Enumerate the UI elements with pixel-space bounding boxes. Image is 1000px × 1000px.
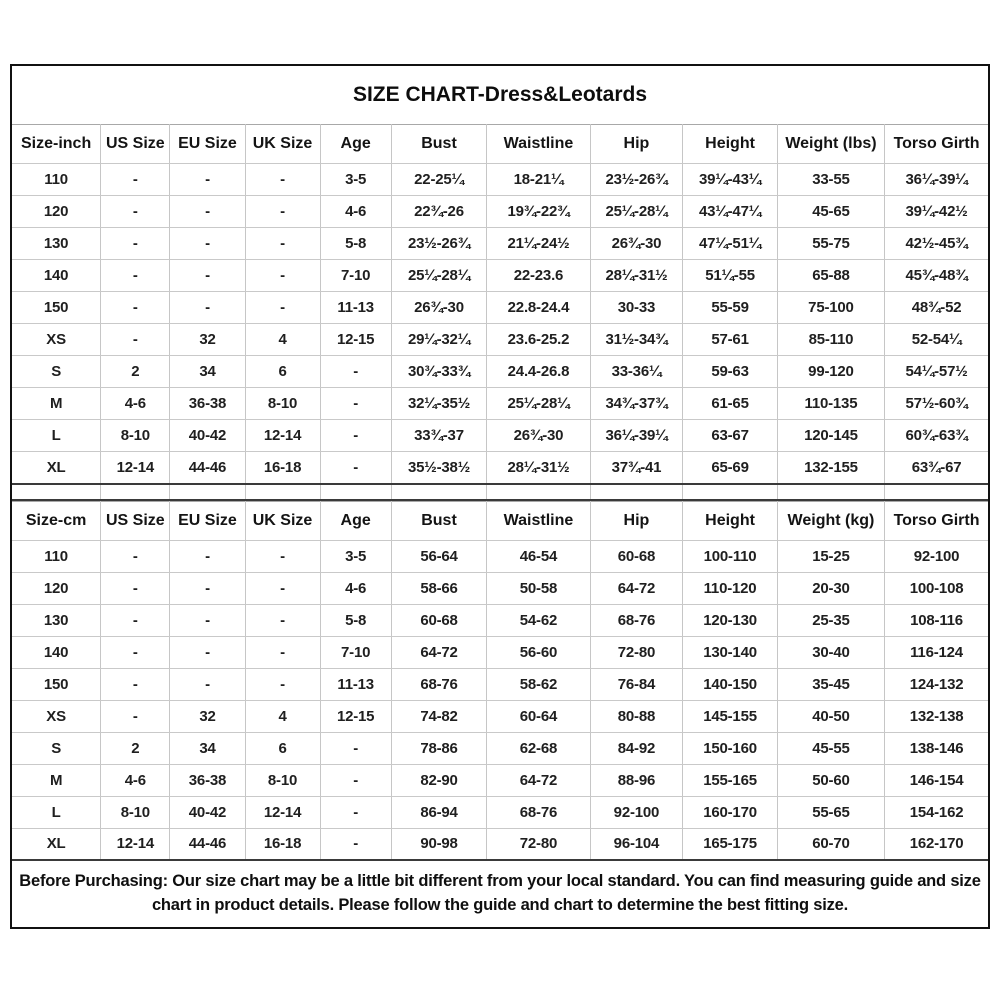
value-cell: 16-18 [245,828,320,860]
size-label-cell: 110 [12,164,101,196]
value-cell: 39¼-42½ [885,196,988,228]
value-cell: - [170,604,245,636]
value-cell: 92-100 [590,796,683,828]
value-cell: 63¾-67 [885,452,988,484]
size-label-cell: 120 [12,572,101,604]
column-header: EU Size [170,501,245,540]
table-row [12,764,988,796]
value-cell: 140-150 [683,668,778,700]
size-label-cell: XL [12,452,101,484]
value-cell: 90-98 [391,828,487,860]
value-cell: 150-160 [683,732,778,764]
value-cell: 18-21¼ [487,164,590,196]
value-cell: 37¾-41 [590,452,683,484]
column-header: Size-inch [12,125,101,164]
column-header: Bust [391,125,487,164]
value-cell: 33-55 [777,164,884,196]
value-cell: 16-18 [245,452,320,484]
value-cell: 43¼-47¼ [683,196,778,228]
table-divider [12,485,988,501]
value-cell: 8-10 [245,764,320,796]
column-header: UK Size [245,501,320,540]
table-row [12,260,988,292]
divider-cell [245,485,320,500]
size-label-cell: M [12,764,101,796]
table-row [12,292,988,324]
value-cell: 72-80 [487,828,590,860]
value-cell: 68-76 [590,604,683,636]
value-cell: - [170,292,245,324]
value-cell: 99-120 [777,356,884,388]
value-cell: 7-10 [320,260,391,292]
value-cell: 74-82 [391,700,487,732]
value-cell: - [245,260,320,292]
value-cell: 4-6 [320,196,391,228]
value-cell: - [101,700,170,732]
size-label-cell: M [12,388,101,420]
value-cell: 35-45 [777,668,884,700]
page-title: SIZE CHART-Dress&Leotards [352,83,648,106]
value-cell: 2 [101,356,170,388]
divider-cell [170,485,245,500]
size-label-cell: 110 [12,540,101,572]
value-cell: 138-146 [885,732,988,764]
table-row [12,388,988,420]
value-cell: - [245,292,320,324]
value-cell: 20-30 [777,572,884,604]
table-row [12,540,988,572]
value-cell: 46-54 [487,540,590,572]
value-cell: 85-110 [777,324,884,356]
divider-cell [885,485,988,500]
value-cell: 64-72 [590,572,683,604]
value-cell: 76-84 [590,668,683,700]
value-cell: 57½-60¾ [885,388,988,420]
value-cell: - [170,540,245,572]
value-cell: 28¼-31½ [487,452,590,484]
size-label-cell: 140 [12,636,101,668]
value-cell: 48¾-52 [885,292,988,324]
value-cell: 58-66 [391,572,487,604]
value-cell: 4-6 [101,764,170,796]
value-cell: 4-6 [101,388,170,420]
table-row [12,828,988,860]
value-cell: 32¼-35½ [391,388,487,420]
table-row [12,636,988,668]
size-label-cell: 150 [12,292,101,324]
footer-text: Before Purchasing: Our size chart may be a little bit different from your local standard. You can find measuring guide and size chart in product details. Please follow the guide and chart to determine the best fitting size. [19,872,981,914]
value-cell: 34 [170,356,245,388]
divider-cell [320,485,391,500]
value-cell: - [245,196,320,228]
value-cell: 28¼-31½ [590,260,683,292]
value-cell: 116-124 [885,636,988,668]
value-cell: 61-65 [683,388,778,420]
value-cell: 12-14 [101,452,170,484]
size-chart-sheet [10,64,990,929]
value-cell: 12-14 [245,420,320,452]
value-cell: - [245,540,320,572]
value-cell: 36-38 [170,764,245,796]
size-label-cell: 150 [12,668,101,700]
value-cell: 68-76 [391,668,487,700]
value-cell: - [245,604,320,636]
table-row [12,356,988,388]
value-cell: 124-132 [885,668,988,700]
value-cell: 26¾-30 [590,228,683,260]
table-row [12,700,988,732]
value-cell: 55-65 [777,796,884,828]
column-header: Hip [590,125,683,164]
value-cell: 63-67 [683,420,778,452]
value-cell: 36-38 [170,388,245,420]
value-cell: 8-10 [101,420,170,452]
value-cell: 84-92 [590,732,683,764]
value-cell: - [101,636,170,668]
value-cell: - [170,572,245,604]
value-cell: 4 [245,324,320,356]
value-cell: 30-40 [777,636,884,668]
value-cell: 22¾-26 [391,196,487,228]
value-cell: 146-154 [885,764,988,796]
value-cell: 96-104 [590,828,683,860]
column-header: Height [683,125,778,164]
value-cell: 22-25¼ [391,164,487,196]
value-cell: 6 [245,356,320,388]
value-cell: 100-108 [885,572,988,604]
value-cell: 155-165 [683,764,778,796]
value-cell: 59-63 [683,356,778,388]
value-cell: 32 [170,700,245,732]
column-header: Size-cm [12,501,101,540]
value-cell: 30-33 [590,292,683,324]
value-cell: 88-96 [590,764,683,796]
column-header: Waistline [487,125,590,164]
table-row [12,196,988,228]
value-cell: 54¼-57½ [885,356,988,388]
value-cell: 120-145 [777,420,884,452]
value-cell: 82-90 [391,764,487,796]
divider-cell [487,485,590,500]
value-cell: 31½-34¾ [590,324,683,356]
value-cell: 50-58 [487,572,590,604]
value-cell: 45¾-48¾ [885,260,988,292]
value-cell: 132-155 [777,452,884,484]
value-cell: - [320,356,391,388]
value-cell: - [101,228,170,260]
value-cell: - [320,796,391,828]
value-cell: 6 [245,732,320,764]
column-header: Bust [391,501,487,540]
value-cell: 29¼-32¼ [391,324,487,356]
value-cell: 64-72 [487,764,590,796]
value-cell: 60-64 [487,700,590,732]
value-cell: - [320,732,391,764]
table-row [12,604,988,636]
value-cell: - [170,668,245,700]
value-cell: - [101,164,170,196]
size-label-cell: 140 [12,260,101,292]
divider-cell [391,485,487,500]
value-cell: 64-72 [391,636,487,668]
table-row [12,228,988,260]
value-cell: 72-80 [590,636,683,668]
column-header: Hip [590,501,683,540]
value-cell: 2 [101,732,170,764]
value-cell: - [170,228,245,260]
value-cell: 108-116 [885,604,988,636]
column-header: EU Size [170,125,245,164]
value-cell: 3-5 [320,164,391,196]
value-cell: - [320,452,391,484]
value-cell: 8-10 [101,796,170,828]
value-cell: 23½-26¾ [590,164,683,196]
value-cell: - [101,668,170,700]
size-label-cell: 120 [12,196,101,228]
value-cell: 12-15 [320,324,391,356]
value-cell: 25-35 [777,604,884,636]
value-cell: 45-65 [777,196,884,228]
column-header: US Size [101,125,170,164]
value-cell: 44-46 [170,452,245,484]
column-header: Height [683,501,778,540]
size-label-cell: 130 [12,604,101,636]
value-cell: 25¼-28¼ [487,388,590,420]
header-row [12,501,988,540]
value-cell: 52-54¼ [885,324,988,356]
header-row [12,125,988,164]
value-cell: 145-155 [683,700,778,732]
divider-cell [590,485,683,500]
value-cell: - [170,260,245,292]
value-cell: 33-36¼ [590,356,683,388]
value-cell: - [101,572,170,604]
divider-cell [101,485,170,500]
value-cell: 25¼-28¼ [391,260,487,292]
value-cell: 78-86 [391,732,487,764]
value-cell: 25¼-28¼ [590,196,683,228]
table-row [12,796,988,828]
value-cell: 36¼-39¼ [590,420,683,452]
value-cell: 42½-45¾ [885,228,988,260]
value-cell: - [320,420,391,452]
value-cell: - [101,292,170,324]
value-cell: 54-62 [487,604,590,636]
column-header: Weight (lbs) [777,125,884,164]
value-cell: 132-138 [885,700,988,732]
value-cell: 12-15 [320,700,391,732]
value-cell: - [101,324,170,356]
divider-cell [12,485,101,500]
value-cell: - [320,764,391,796]
value-cell: 34¾-37¾ [590,388,683,420]
value-cell: 26¾-30 [391,292,487,324]
value-cell: - [101,260,170,292]
value-cell: - [245,668,320,700]
column-header: Age [320,125,391,164]
value-cell: 55-75 [777,228,884,260]
value-cell: 86-94 [391,796,487,828]
value-cell: 50-60 [777,764,884,796]
value-cell: 39¼-43¼ [683,164,778,196]
value-cell: - [320,828,391,860]
value-cell: 60¾-63¾ [885,420,988,452]
value-cell: 40-42 [170,420,245,452]
size-label-cell: S [12,732,101,764]
column-header: Age [320,501,391,540]
value-cell: 65-69 [683,452,778,484]
size-label-cell: S [12,356,101,388]
value-cell: 165-175 [683,828,778,860]
table-row [12,668,988,700]
value-cell: 21¼-24½ [487,228,590,260]
value-cell: 11-13 [320,668,391,700]
value-cell: 40-50 [777,700,884,732]
value-cell: 162-170 [885,828,988,860]
table-row [12,732,988,764]
value-cell: 32 [170,324,245,356]
size-label-cell: XS [12,700,101,732]
divider-row [12,485,988,500]
value-cell: - [101,196,170,228]
divider-cell [683,485,778,500]
value-cell: 12-14 [245,796,320,828]
table-row [12,452,988,484]
value-cell: 47¼-51¼ [683,228,778,260]
divider-cell [777,485,884,500]
value-cell: 7-10 [320,636,391,668]
value-cell: 68-76 [487,796,590,828]
value-cell: 110-120 [683,572,778,604]
value-cell: 57-61 [683,324,778,356]
value-cell: - [101,604,170,636]
table-row [12,324,988,356]
value-cell: 51¼-55 [683,260,778,292]
value-cell: 75-100 [777,292,884,324]
value-cell: 5-8 [320,228,391,260]
value-cell: 65-88 [777,260,884,292]
table-row [12,420,988,452]
footer-note [12,861,988,927]
column-header: UK Size [245,125,320,164]
value-cell: 4 [245,700,320,732]
value-cell: 5-8 [320,604,391,636]
value-cell: 56-64 [391,540,487,572]
value-cell: 22-23.6 [487,260,590,292]
value-cell: 44-46 [170,828,245,860]
value-cell: - [101,540,170,572]
value-cell: 23½-26¾ [391,228,487,260]
value-cell: 19¾-22¾ [487,196,590,228]
value-cell: 56-60 [487,636,590,668]
value-cell: - [245,164,320,196]
column-header: Torso Girth [885,125,988,164]
value-cell: 4-6 [320,572,391,604]
value-cell: 24.4-26.8 [487,356,590,388]
value-cell: 130-140 [683,636,778,668]
column-header: Waistline [487,501,590,540]
table-row [12,164,988,196]
value-cell: 120-130 [683,604,778,636]
value-cell: 45-55 [777,732,884,764]
value-cell: - [245,636,320,668]
value-cell: 60-68 [590,540,683,572]
value-cell: 62-68 [487,732,590,764]
value-cell: 55-59 [683,292,778,324]
value-cell: - [245,572,320,604]
value-cell: 30¾-33¾ [391,356,487,388]
title-bar [12,66,988,124]
value-cell: - [170,636,245,668]
size-label-cell: 130 [12,228,101,260]
column-header: Torso Girth [885,501,988,540]
column-header: US Size [101,501,170,540]
value-cell: 92-100 [885,540,988,572]
value-cell: 12-14 [101,828,170,860]
value-cell: 100-110 [683,540,778,572]
value-cell: 160-170 [683,796,778,828]
value-cell: 8-10 [245,388,320,420]
value-cell: 22.8-24.4 [487,292,590,324]
value-cell: 15-25 [777,540,884,572]
size-table-inch [12,124,988,485]
value-cell: 154-162 [885,796,988,828]
size-table-cm [12,501,988,862]
value-cell: 11-13 [320,292,391,324]
value-cell: - [320,388,391,420]
value-cell: 36¼-39¼ [885,164,988,196]
value-cell: 23.6-25.2 [487,324,590,356]
value-cell: 58-62 [487,668,590,700]
value-cell: 3-5 [320,540,391,572]
value-cell: - [245,228,320,260]
size-label-cell: L [12,796,101,828]
table-row [12,572,988,604]
value-cell: 34 [170,732,245,764]
value-cell: 33¾-37 [391,420,487,452]
size-label-cell: XL [12,828,101,860]
value-cell: 110-135 [777,388,884,420]
value-cell: - [170,164,245,196]
value-cell: 60-68 [391,604,487,636]
column-header: Weight (kg) [777,501,884,540]
size-label-cell: XS [12,324,101,356]
value-cell: 26¾-30 [487,420,590,452]
size-label-cell: L [12,420,101,452]
value-cell: 80-88 [590,700,683,732]
value-cell: 40-42 [170,796,245,828]
value-cell: - [170,196,245,228]
value-cell: 35½-38½ [391,452,487,484]
value-cell: 60-70 [777,828,884,860]
